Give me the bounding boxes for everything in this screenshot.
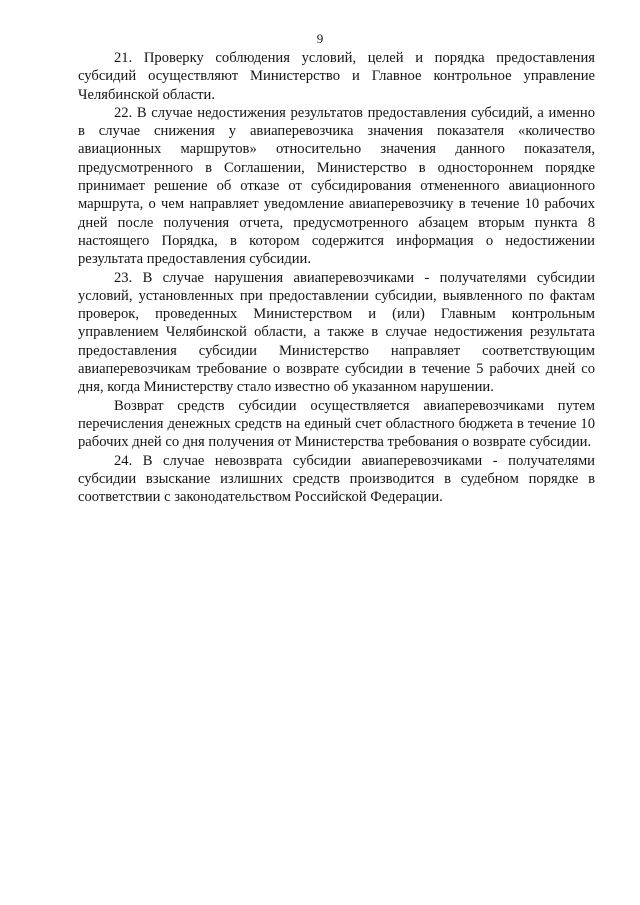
paragraph-22: 22. В случае недостижения результатов предоставления субсидий, а именно в случае снижения у авиаперевозчика значения показателя «количество авиационных маршрутов» относительно значения данного показателя, предусмотренного в Соглашении, Министерство в одностороннем порядке принимает решение об отказе от субсидирования отмененного авиационного маршрута, о чем направляет уведомление авиаперевозчику в течение 10 рабочих дней после получения отчета, предусмотренного абзацем вторым пункта 8 настоящего Порядка, в котором содержится информация о недостижении результата предоставления субсидии. [78,104,595,268]
paragraph-refund: Возврат средств субсидии осуществляется авиаперевозчиками путем перечисления денежных средств на единый счет областного бюджета в течение 10 рабочих дней со дня получения от Министерства требования о возврате субсидии. [78,397,595,451]
page-number: 9 [316,31,324,46]
paragraph-24: 24. В случае невозврата субсидии авиаперевозчиками - получателями субсидии взыскание излишних средств производится в судебном порядке в соответствии с законодательством Российской Федерации. [78,452,595,506]
paragraph-21: 21. Проверку соблюдения условий, целей и порядка предоставления субсидий осуществляют Министерство и Главное контрольное управление Челябинской области. [78,50,595,103]
document-body [78,49,595,506]
paragraph-23: 23. В случае нарушения авиаперевозчиками - получателями субсидии условий, установленных при предоставлении субсидии, выявленного по фактам проверок, проведенных Министерством и (или) Главным контрольным управлением Челябинской области, а также в случае недостижения результата предоставления субсидии Министерство направляет соответствующим авиаперевозчикам требование о возврате субсидии в течение 5 рабочих дней со дня, когда Министерству стало известно об указанном нарушении. [78,269,595,396]
